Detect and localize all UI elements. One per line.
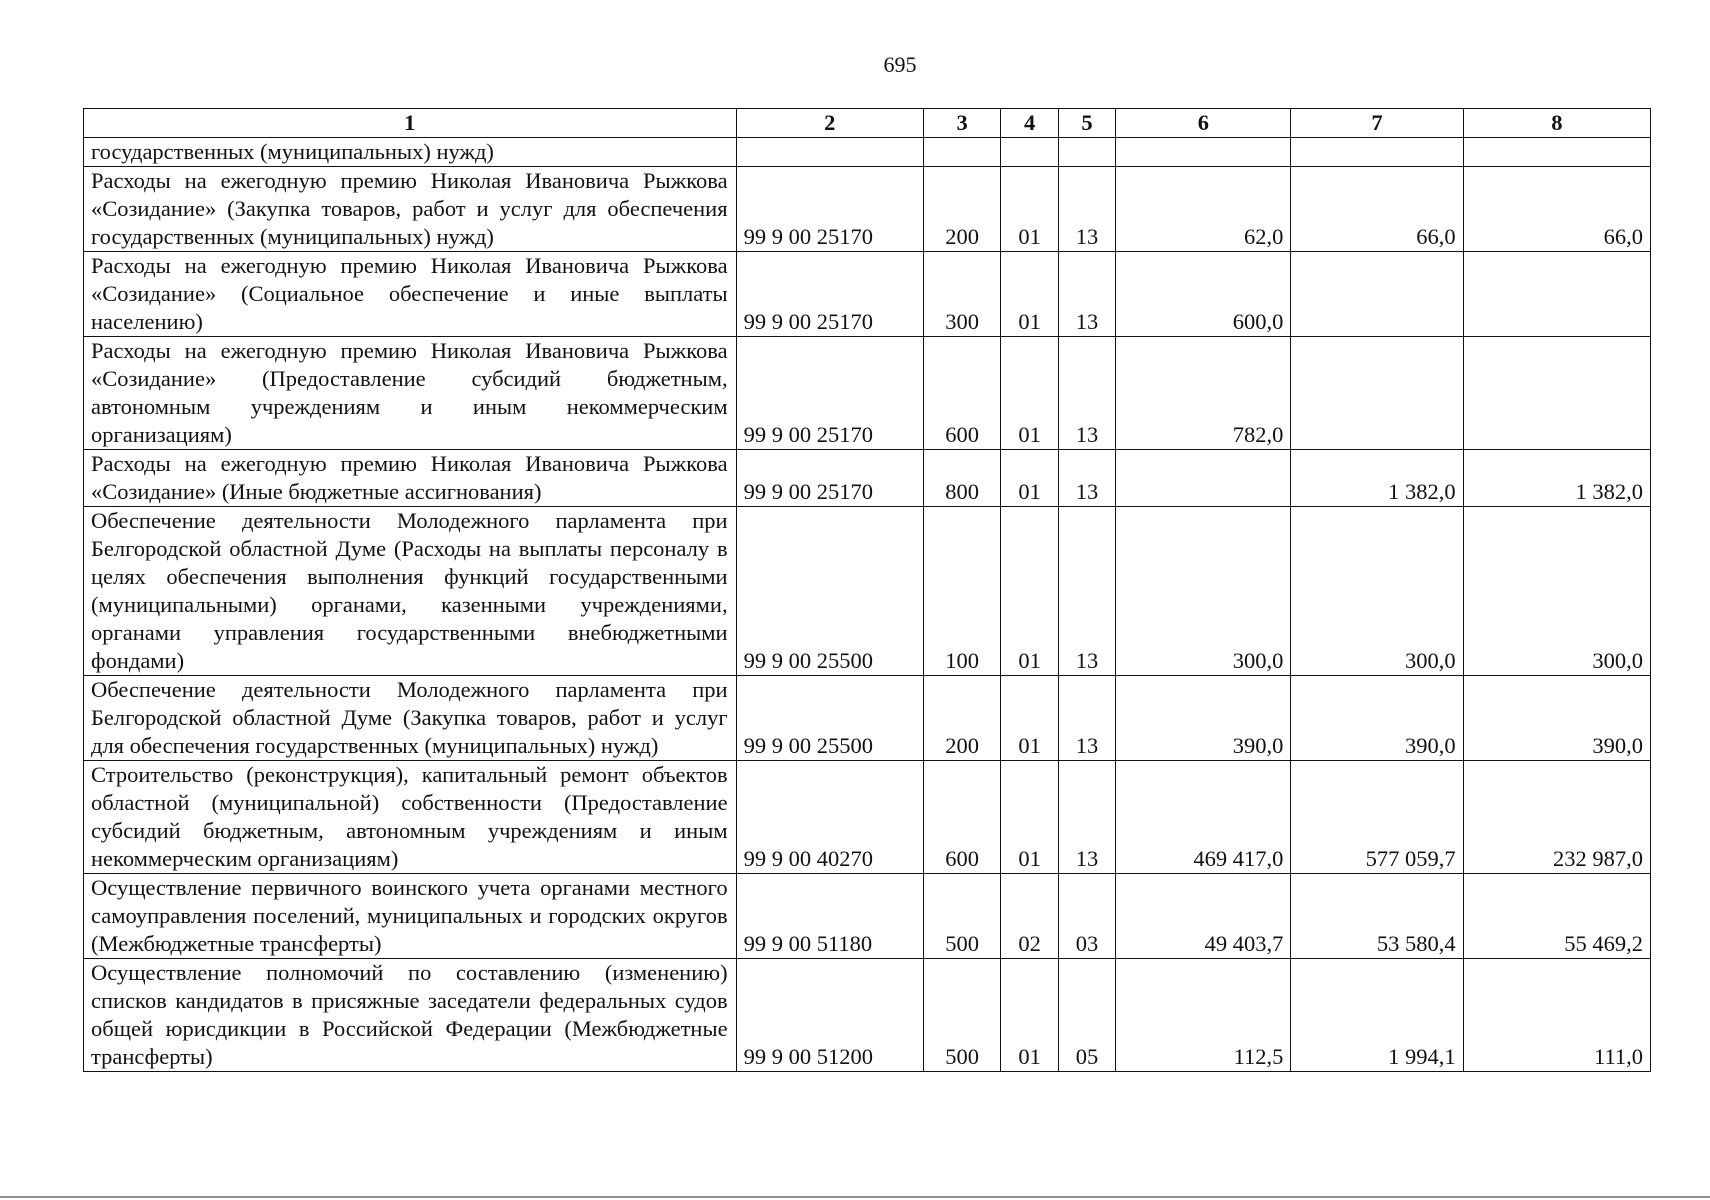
amount-col-7: 1 382,0 xyxy=(1291,450,1463,507)
amount-col-7 xyxy=(1291,337,1463,450)
expense-type: 500 xyxy=(923,959,1001,1072)
section: 01 xyxy=(1001,761,1058,874)
budget-table xyxy=(83,108,1651,1072)
target-article-code xyxy=(736,138,923,167)
expense-type: 100 xyxy=(923,507,1001,676)
amount-col-7: 53 580,4 xyxy=(1291,874,1463,959)
subsection: 13 xyxy=(1058,761,1115,874)
row-description: Расходы на ежегодную премию Николая Ивановича Рыжкова «Созидание» (Предоставление субсидий бюджетным, автономным учреждениям и иным некоммерческим организациям) xyxy=(84,337,737,450)
expense-type: 200 xyxy=(923,167,1001,252)
scan-edge-line xyxy=(0,1196,1710,1198)
amount-col-6: 782,0 xyxy=(1116,337,1291,450)
subsection: 05 xyxy=(1058,959,1115,1072)
amount-col-8: 111,0 xyxy=(1463,959,1650,1072)
page-number: 695 xyxy=(883,52,917,77)
amount-col-8: 1 382,0 xyxy=(1463,450,1650,507)
target-article-code: 99 9 00 25170 xyxy=(736,252,923,337)
amount-col-7 xyxy=(1291,138,1463,167)
column-header: 8 xyxy=(1463,109,1650,138)
section: 01 xyxy=(1001,450,1058,507)
table-header-row xyxy=(84,109,1651,138)
expense-type: 800 xyxy=(923,450,1001,507)
subsection: 13 xyxy=(1058,167,1115,252)
section: 01 xyxy=(1001,337,1058,450)
amount-col-8 xyxy=(1463,138,1650,167)
target-article-code: 99 9 00 25500 xyxy=(736,507,923,676)
amount-col-8: 66,0 xyxy=(1463,167,1650,252)
subsection: 13 xyxy=(1058,450,1115,507)
amount-col-7 xyxy=(1291,252,1463,337)
table-row xyxy=(84,507,1651,676)
target-article-code: 99 9 00 40270 xyxy=(736,761,923,874)
subsection: 13 xyxy=(1058,507,1115,676)
row-description: Осуществление первичного воинского учета органами местного самоуправления поселений, муниципальных и городских округов (Межбюджетные трансферты) xyxy=(84,874,737,959)
section: 01 xyxy=(1001,252,1058,337)
table-row xyxy=(84,167,1651,252)
column-header: 1 xyxy=(84,109,737,138)
section: 01 xyxy=(1001,676,1058,761)
section: 02 xyxy=(1001,874,1058,959)
amount-col-7: 66,0 xyxy=(1291,167,1463,252)
subsection xyxy=(1058,138,1115,167)
section: 01 xyxy=(1001,507,1058,676)
expense-type: 600 xyxy=(923,337,1001,450)
amount-col-6: 390,0 xyxy=(1116,676,1291,761)
column-header: 2 xyxy=(736,109,923,138)
subsection: 13 xyxy=(1058,676,1115,761)
amount-col-6 xyxy=(1116,138,1291,167)
expense-type: 500 xyxy=(923,874,1001,959)
table-body xyxy=(84,138,1651,1072)
row-description: Расходы на ежегодную премию Николая Ивановича Рыжкова «Созидание» (Закупка товаров, работ и услуг для обеспечения государственных (муниципальных) нужд) xyxy=(84,167,737,252)
amount-col-7: 577 059,7 xyxy=(1291,761,1463,874)
subsection: 13 xyxy=(1058,337,1115,450)
amount-col-7: 390,0 xyxy=(1291,676,1463,761)
section: 01 xyxy=(1001,959,1058,1072)
amount-col-6: 62,0 xyxy=(1116,167,1291,252)
expense-type xyxy=(923,138,1001,167)
amount-col-8: 300,0 xyxy=(1463,507,1650,676)
row-description: Расходы на ежегодную премию Николая Ивановича Рыжкова «Созидание» (Социальное обеспечение и иные выплаты населению) xyxy=(84,252,737,337)
amount-col-6: 49 403,7 xyxy=(1116,874,1291,959)
subsection: 13 xyxy=(1058,252,1115,337)
table-row xyxy=(84,874,1651,959)
column-header: 6 xyxy=(1116,109,1291,138)
table-row xyxy=(84,450,1651,507)
section: 01 xyxy=(1001,167,1058,252)
amount-col-8: 390,0 xyxy=(1463,676,1650,761)
row-description: государственных (муниципальных) нужд) xyxy=(84,138,737,167)
row-description: Обеспечение деятельности Молодежного парламента при Белгородской областной Думе (Закупка товаров, работ и услуг для обеспечения государственных (муниципальных) нужд) xyxy=(84,676,737,761)
target-article-code: 99 9 00 51200 xyxy=(736,959,923,1072)
row-description: Строительство (реконструкция), капитальный ремонт объектов областной (муниципальной) собственности (Предоставление субсидий бюджетным, автономным учреждениям и иным некоммерческим организациям) xyxy=(84,761,737,874)
target-article-code: 99 9 00 25170 xyxy=(736,167,923,252)
row-description: Расходы на ежегодную премию Николая Ивановича Рыжкова «Созидание» (Иные бюджетные ассигнования) xyxy=(84,450,737,507)
table-row xyxy=(84,676,1651,761)
amount-col-6 xyxy=(1116,450,1291,507)
amount-col-6: 300,0 xyxy=(1116,507,1291,676)
expense-type: 300 xyxy=(923,252,1001,337)
expense-type: 200 xyxy=(923,676,1001,761)
target-article-code: 99 9 00 25170 xyxy=(736,337,923,450)
amount-col-7: 300,0 xyxy=(1291,507,1463,676)
row-description: Осуществление полномочий по составлению (изменению) списков кандидатов в присяжные заседатели федеральных судов общей юрисдикции в Российской Федерации (Межбюджетные трансферты) xyxy=(84,959,737,1072)
amount-col-8: 55 469,2 xyxy=(1463,874,1650,959)
expense-type: 600 xyxy=(923,761,1001,874)
target-article-code: 99 9 00 51180 xyxy=(736,874,923,959)
amount-col-6: 469 417,0 xyxy=(1116,761,1291,874)
amount-col-8: 232 987,0 xyxy=(1463,761,1650,874)
section xyxy=(1001,138,1058,167)
amount-col-6: 112,5 xyxy=(1116,959,1291,1072)
column-header: 5 xyxy=(1058,109,1115,138)
subsection: 03 xyxy=(1058,874,1115,959)
column-header: 4 xyxy=(1001,109,1058,138)
table-row xyxy=(84,337,1651,450)
amount-col-8 xyxy=(1463,337,1650,450)
target-article-code: 99 9 00 25500 xyxy=(736,676,923,761)
amount-col-6: 600,0 xyxy=(1116,252,1291,337)
table-row xyxy=(84,138,1651,167)
table-row xyxy=(84,252,1651,337)
column-header: 7 xyxy=(1291,109,1463,138)
table-row xyxy=(84,761,1651,874)
row-description: Обеспечение деятельности Молодежного парламента при Белгородской областной Думе (Расходы на выплаты персоналу в целях обеспечения выполнения функций государственными (муниципальными) органами, казенными учреждениями, органами управления государственными внебюджетными фондами) xyxy=(84,507,737,676)
table-row xyxy=(84,959,1651,1072)
column-header: 3 xyxy=(923,109,1001,138)
amount-col-7: 1 994,1 xyxy=(1291,959,1463,1072)
amount-col-8 xyxy=(1463,252,1650,337)
target-article-code: 99 9 00 25170 xyxy=(736,450,923,507)
